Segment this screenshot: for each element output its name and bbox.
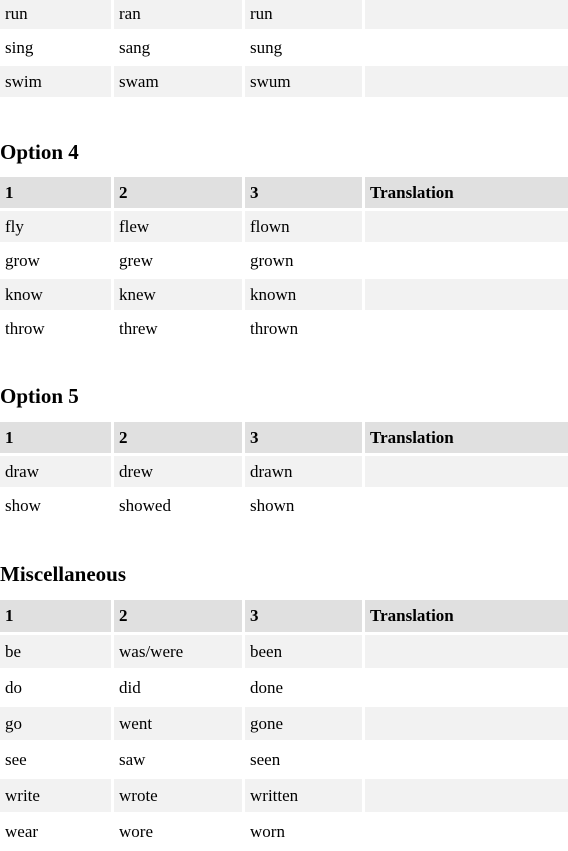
column-header-form-1: 1 — [0, 422, 111, 453]
column-header-form-2: 2 — [114, 600, 242, 632]
translation-cell — [365, 815, 568, 848]
translation-cell — [365, 707, 568, 740]
table-row — [0, 815, 568, 848]
table-row — [0, 66, 568, 97]
section-title-miscellaneous: Miscellaneous — [0, 562, 126, 586]
form-3-cell: known — [245, 279, 362, 310]
table-header-row — [0, 177, 568, 208]
form-1-cell: wear — [0, 815, 111, 848]
column-header-form-2: 2 — [114, 177, 242, 208]
form-1-cell: sing — [0, 32, 111, 63]
translation-cell — [365, 0, 568, 29]
translation-cell — [365, 671, 568, 704]
column-header-form-3: 3 — [245, 422, 362, 453]
form-3-cell: done — [245, 671, 362, 704]
miscellaneous-verb-table — [0, 597, 568, 851]
form-1-cell: throw — [0, 313, 111, 344]
form-3-cell: thrown — [245, 313, 362, 344]
form-1-cell: fly — [0, 211, 111, 242]
translation-cell — [365, 743, 568, 776]
form-3-cell: sung — [245, 32, 362, 63]
option-5-verb-table — [0, 419, 568, 524]
translation-cell — [365, 211, 568, 242]
table-row — [0, 707, 568, 740]
form-3-cell: been — [245, 635, 362, 668]
form-2-cell: did — [114, 671, 242, 704]
form-2-cell: showed — [114, 490, 242, 521]
translation-cell — [365, 779, 568, 812]
table-row — [0, 313, 568, 344]
table-row — [0, 743, 568, 776]
table-row — [0, 211, 568, 242]
column-header-form-1: 1 — [0, 177, 111, 208]
table-row — [0, 0, 568, 29]
table-row — [0, 456, 568, 487]
form-1-cell: see — [0, 743, 111, 776]
form-1-cell: know — [0, 279, 111, 310]
form-1-cell: write — [0, 779, 111, 812]
section-title-option-4: Option 4 — [0, 140, 79, 164]
translation-cell — [365, 32, 568, 63]
form-1-cell: draw — [0, 456, 111, 487]
form-2-cell: swam — [114, 66, 242, 97]
table-row — [0, 671, 568, 704]
form-3-cell: flown — [245, 211, 362, 242]
table-row — [0, 635, 568, 668]
form-2-cell: drew — [114, 456, 242, 487]
form-1-cell: show — [0, 490, 111, 521]
form-2-cell: knew — [114, 279, 242, 310]
column-header-translation: Translation — [365, 600, 568, 632]
form-1-cell: swim — [0, 66, 111, 97]
section-title-option-5: Option 5 — [0, 384, 79, 408]
option-4-verb-table — [0, 174, 568, 347]
translation-cell — [365, 313, 568, 344]
table-row — [0, 245, 568, 276]
translation-cell — [365, 66, 568, 97]
form-3-cell: shown — [245, 490, 362, 521]
form-3-cell: drawn — [245, 456, 362, 487]
form-2-cell: saw — [114, 743, 242, 776]
column-header-form-3: 3 — [245, 600, 362, 632]
form-1-cell: be — [0, 635, 111, 668]
translation-cell — [365, 279, 568, 310]
table-row — [0, 279, 568, 310]
column-header-translation: Translation — [365, 177, 568, 208]
form-3-cell: run — [245, 0, 362, 29]
form-2-cell: was/were — [114, 635, 242, 668]
form-1-cell: run — [0, 0, 111, 29]
table-header-row — [0, 422, 568, 453]
form-2-cell: grew — [114, 245, 242, 276]
translation-cell — [365, 456, 568, 487]
form-2-cell: wore — [114, 815, 242, 848]
translation-cell — [365, 245, 568, 276]
table-row — [0, 32, 568, 63]
column-header-form-2: 2 — [114, 422, 242, 453]
table-row — [0, 490, 568, 521]
form-1-cell: do — [0, 671, 111, 704]
column-header-form-3: 3 — [245, 177, 362, 208]
table-header-row — [0, 600, 568, 632]
form-2-cell: went — [114, 707, 242, 740]
form-3-cell: gone — [245, 707, 362, 740]
form-3-cell: grown — [245, 245, 362, 276]
form-3-cell: worn — [245, 815, 362, 848]
option-3-verb-table — [0, 0, 568, 100]
form-1-cell: go — [0, 707, 111, 740]
translation-cell — [365, 490, 568, 521]
form-2-cell: ran — [114, 0, 242, 29]
form-2-cell: sang — [114, 32, 242, 63]
column-header-form-1: 1 — [0, 600, 111, 632]
translation-cell — [365, 635, 568, 668]
form-3-cell: written — [245, 779, 362, 812]
form-2-cell: wrote — [114, 779, 242, 812]
form-1-cell: grow — [0, 245, 111, 276]
form-3-cell: seen — [245, 743, 362, 776]
table-row — [0, 779, 568, 812]
form-2-cell: threw — [114, 313, 242, 344]
column-header-translation: Translation — [365, 422, 568, 453]
form-2-cell: flew — [114, 211, 242, 242]
form-3-cell: swum — [245, 66, 362, 97]
